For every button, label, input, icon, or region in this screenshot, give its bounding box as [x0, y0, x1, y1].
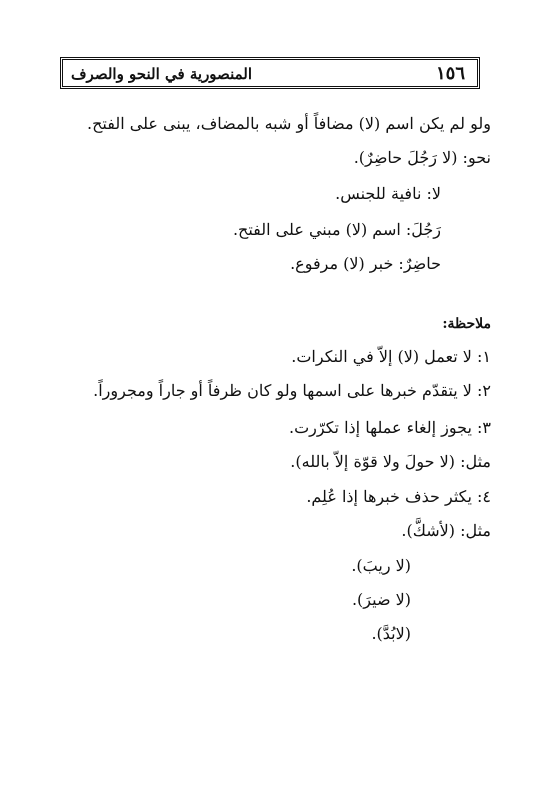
text-line: ٤: يكثر حذف خبرها إذا عُلِم.: [306, 487, 491, 506]
text-line: مثل: (لا حولَ ولا قوّة إلاّ بالله).: [290, 452, 491, 471]
text-line: حاضِرٌ: خبر (لا) مرفوع.: [290, 254, 441, 273]
book-title: المنصورية في النحو والصرف: [71, 65, 253, 83]
page-number: ١٥٦: [435, 63, 465, 84]
text-line: (لا ضيرَ).: [351, 590, 411, 609]
text-line: رَجُلَ: اسم (لا) مبني على الفتح.: [232, 220, 441, 239]
text-line: لا: نافية للجنس.: [335, 184, 441, 203]
note-heading: ملاحظة:: [442, 316, 491, 332]
text-line: ٢: لا يتقدّم خبرها على اسمها ولو كان ظرفاً أو جاراً ومجروراً.: [93, 381, 491, 400]
text-line: (لابُدَّ).: [371, 624, 411, 643]
text-line: ١: لا تعمل (لا) إلاّ في النكرات.: [291, 347, 491, 366]
text-line: نحو: (لا رَجُلَ حاضِرٌ).: [353, 148, 491, 167]
text-line: مثل: (لأشكَّ).: [401, 521, 491, 540]
text-line: ولو لم يكن اسم (لا) مضافاً أو شبه بالمضاف، يبنى على الفتح.: [87, 114, 491, 133]
running-header: [60, 57, 480, 89]
text-line: ٣: يجوز إلغاء عملها إذا تكرّرت.: [289, 418, 491, 437]
text-line: (لا ريبَ).: [351, 556, 411, 575]
